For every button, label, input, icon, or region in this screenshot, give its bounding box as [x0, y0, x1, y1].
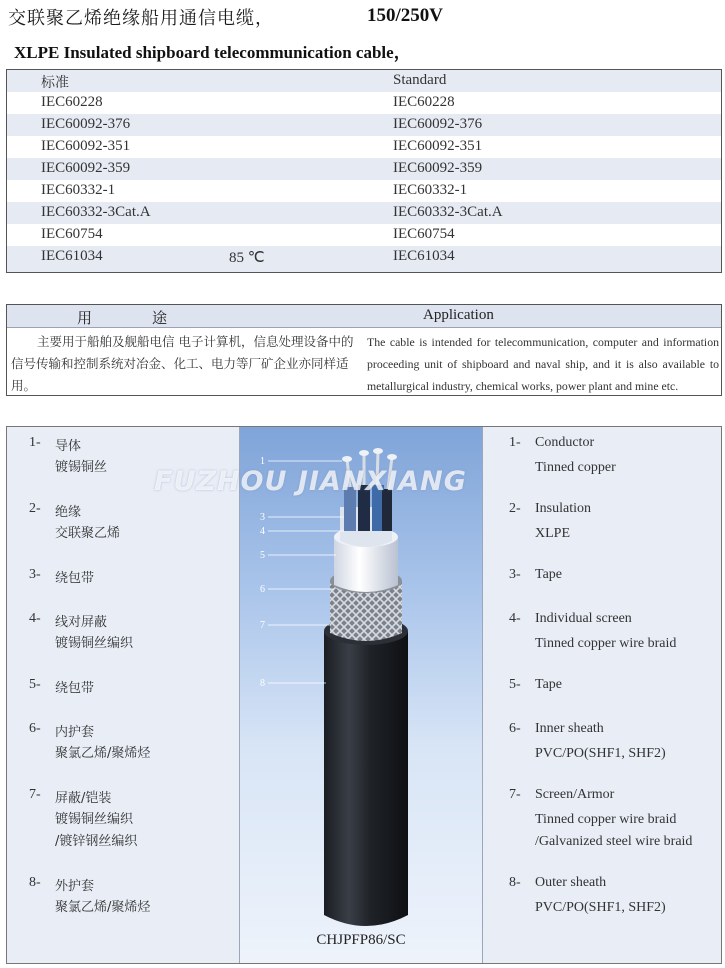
- component-material: /镀锌钢丝编织: [55, 834, 138, 849]
- component-name: Insulation: [535, 501, 591, 516]
- component-material: XLPE: [535, 526, 570, 541]
- application-header-en: Application: [423, 307, 494, 323]
- table-row: [7, 180, 721, 202]
- component-number: 4-: [509, 611, 521, 626]
- standards-table: [6, 69, 722, 273]
- component-number: 2-: [509, 501, 521, 516]
- standard-left: IEC60092-376: [41, 116, 131, 132]
- watermark: FUZHOU JIANXIANG: [154, 466, 467, 497]
- standard-left: IEC60332-3Cat.A: [41, 204, 151, 220]
- component-number: 2-: [29, 501, 41, 516]
- component-material: /Galvanized steel wire braid: [535, 834, 693, 849]
- application-header-cn: 用途: [77, 309, 228, 327]
- component-name: Inner sheath: [535, 721, 604, 736]
- table-row: [7, 92, 721, 114]
- application-box: [6, 304, 722, 396]
- table-row: [7, 246, 721, 272]
- component-name: 外护套: [55, 879, 95, 894]
- callout-1: 1: [260, 456, 265, 467]
- standard-left: IEC60228: [41, 94, 103, 110]
- component-number: 5-: [509, 677, 521, 692]
- application-text-en: The cable is intended for telecommunication, computer and information proceeding unit of shipboard and naval ship, and it is also available to metallurgical industry, chemical works, power plant and mine etc.: [367, 335, 719, 393]
- component-number: 1-: [509, 435, 521, 450]
- component-number: 8-: [509, 875, 521, 890]
- standards-header-en: Standard: [393, 72, 447, 88]
- standard-left: IEC60092-351: [41, 138, 131, 154]
- table-row: [7, 158, 721, 180]
- component-material: Tinned copper wire braid: [535, 636, 677, 651]
- application-text-cn: 主要用于船舶及舰船电信 电子计算机，信息处理设备中的信号传输和控制系统对冶金、化工、电力等厂矿企业亦同样适用。: [11, 334, 354, 393]
- component-number: 6-: [29, 721, 41, 736]
- component-name: 内护套: [55, 725, 95, 740]
- temperature-note: 85 ℃: [229, 250, 265, 266]
- standard-right: IEC60228: [393, 94, 455, 110]
- component-number: 4-: [29, 611, 41, 626]
- cable-cross-section-image: [239, 427, 483, 963]
- component-number: 5-: [29, 677, 41, 692]
- standard-left: IEC60332-1: [41, 182, 116, 198]
- standard-right: IEC60332-1: [393, 182, 468, 198]
- standard-right: IEC60092-351: [393, 138, 483, 154]
- component-material: Tinned copper: [535, 460, 616, 475]
- component-number: 1-: [29, 435, 41, 450]
- cable-model: CHJPFP86/SC: [316, 932, 406, 948]
- standards-header-row: [7, 70, 721, 92]
- component-name: Individual screen: [535, 611, 632, 626]
- table-row: [7, 136, 721, 158]
- standard-left: IEC60092-359: [41, 160, 131, 176]
- component-material: 聚氯乙烯/聚烯烃: [55, 900, 151, 915]
- standard-right: IEC61034: [393, 248, 455, 264]
- standard-left: IEC60754: [41, 226, 103, 242]
- component-material: 镀锡铜丝: [55, 460, 108, 475]
- callout-8: 8: [260, 678, 265, 689]
- voltage-rating: 150/250V: [367, 5, 443, 26]
- standard-right: IEC60092-376: [393, 116, 483, 132]
- construction-list-en: [481, 427, 721, 963]
- component-number: 3-: [29, 567, 41, 582]
- callout-4: 4: [260, 526, 265, 537]
- component-name: 绕包带: [55, 681, 95, 696]
- component-name: Conductor: [535, 435, 595, 450]
- table-row: [7, 114, 721, 136]
- component-material: PVC/PO(SHF1, SHF2): [535, 746, 666, 761]
- component-number: 3-: [509, 567, 521, 582]
- component-name: Tape: [535, 567, 563, 582]
- component-name: Tape: [535, 677, 563, 692]
- title-cn: 交联聚乙烯绝缘船用通信电缆，: [8, 8, 274, 29]
- component-material: 聚氯乙烯/聚烯烃: [55, 746, 151, 761]
- component-number: 7-: [29, 787, 41, 802]
- standard-right: IEC60754: [393, 226, 455, 242]
- component-material: 镀锡铜丝编织: [55, 636, 134, 651]
- component-name: Screen/Armor: [535, 787, 615, 802]
- title-en: XLPE Insulated shipboard telecommunication cable，: [14, 43, 411, 62]
- table-row: [7, 202, 721, 224]
- standard-right: IEC60092-359: [393, 160, 483, 176]
- standard-right: IEC60332-3Cat.A: [393, 204, 503, 220]
- component-number: 7-: [509, 787, 521, 802]
- component-material: Tinned copper wire braid: [535, 812, 677, 827]
- component-material: 交联聚乙烯: [55, 526, 121, 541]
- component-name: 线对屏蔽: [55, 615, 108, 630]
- callout-5: 5: [260, 550, 265, 561]
- construction-section: [6, 426, 722, 964]
- standard-left: IEC61034: [41, 248, 103, 264]
- component-material: PVC/PO(SHF1, SHF2): [535, 900, 666, 915]
- component-number: 8-: [29, 875, 41, 890]
- cable-illustration: [240, 427, 482, 963]
- application-header: [7, 305, 721, 328]
- table-row: [7, 224, 721, 246]
- component-name: 绝缘: [55, 505, 82, 520]
- standards-header-cn: 标准: [41, 75, 69, 91]
- callout-6: 6: [260, 584, 265, 595]
- callout-7: 7: [260, 620, 265, 631]
- construction-list-cn: [7, 427, 239, 963]
- component-name: 导体: [55, 439, 82, 454]
- component-name: 绕包带: [55, 571, 95, 586]
- component-name: 屏蔽/铠装: [55, 791, 112, 806]
- component-name: Outer sheath: [535, 875, 607, 890]
- component-number: 6-: [509, 721, 521, 736]
- component-material: 镀锡铜丝编织: [55, 812, 134, 827]
- callout-3: 3: [260, 512, 265, 523]
